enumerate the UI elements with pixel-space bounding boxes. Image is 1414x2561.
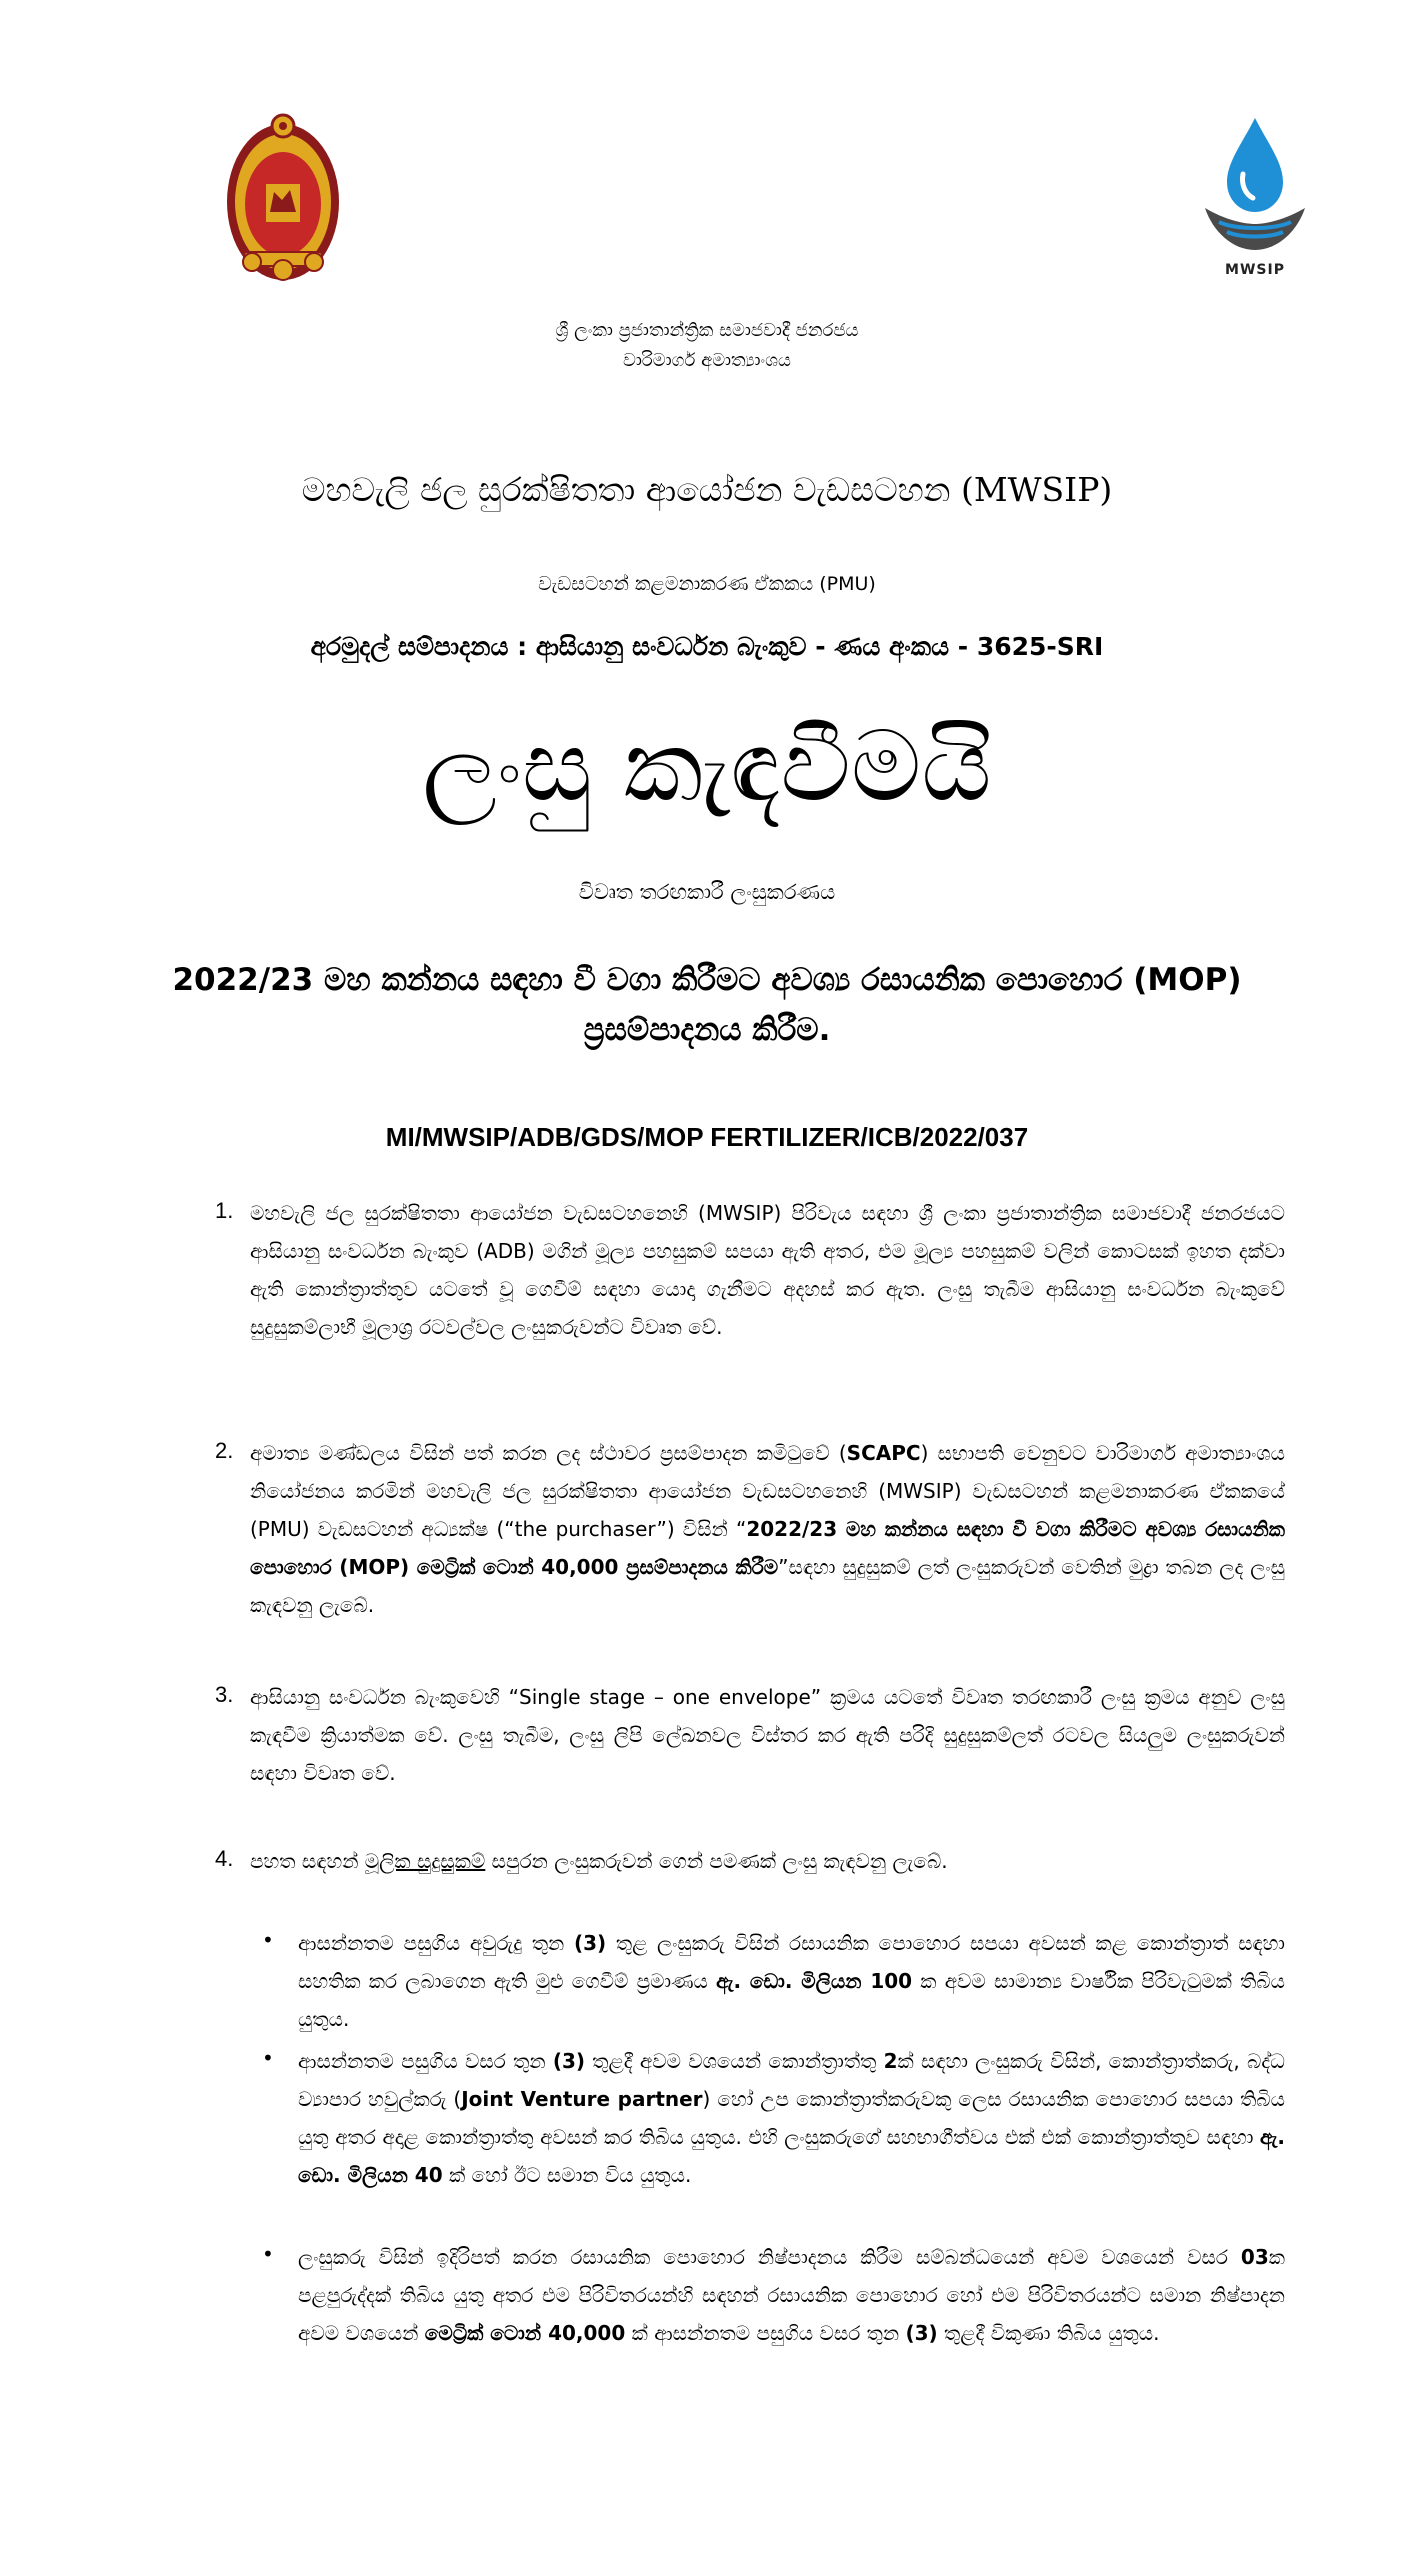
- pmu-label: වැඩසටහන් කළමනාකරණ ඒකකය (PMU): [538, 573, 876, 595]
- tender-subject-line1: 2022/23 මහ කන්නය සඳහා වී වගා කිරීමට අවශ්‍ය රසායනික පොහොර (MOP): [172, 962, 1242, 998]
- sri-lanka-emblem-icon: [222, 112, 344, 284]
- paragraph-4: පහත සඳහන් මූලික සුදුසුකම් සපුරන ලංසුකරුවන් ගෙන් පමණක් ලංසු කැඳවනු ලැබේ.: [250, 1849, 948, 1873]
- mwsip-logo-text: MWSIP: [1225, 262, 1285, 278]
- funding-line: අරමුදල් සම්පාදනය : ආසියානු සංවර්ධන බැංකුව - ණය අංකය - 3625-SRI: [310, 632, 1104, 661]
- paragraph-number: 2.: [215, 1438, 234, 1463]
- paragraph-number: 3.: [215, 1682, 234, 1707]
- paragraph-2: අමාත්‍ය මණ්ඩලය විසින් පත් කරන ලද ස්ථාවර ප්‍රසම්පාදන කමිටුවේ (SCAPC) සභාපති වෙනුවට වාරිමාර්ග අමාත්‍යාංශය නියෝජනය කරමින් මහවැලි ජල සුරක්ෂිතතා ආයෝජන වැඩසටහනෙහි (MWSIP) වැඩසටහන් කළමනාකරණ ඒකකයේ (PMU) වැඩසටහන් අධ්‍යක්ෂ (“the purchaser”) විසින් “2022/23 මහ කන්නය සඳහා වී වගා කිරීමට අවශ්‍ය රසායනික පොහොර (MOP) මෙට්‍රික් ටොන් 40,000 ප්‍රසම්පාදනය කිරීම”සඳහා සුදුසුකම් ලත් ලංසුකරුවන් වෙතින් මුද්‍රා තබන ලද ලංසු කැඳවනු ලැබේ.: [250, 1441, 1286, 1617]
- paragraph-number: 1.: [215, 1198, 234, 1223]
- bullet-item-3: ලංසුකරු විසින් ඉදිරිපත් කරන රසායනික පොහොර නිෂ්පාදනය කිරීම සම්බන්ධයෙන් අවම වශයෙන් වසර 03ක පළපුරුද්දක් තිබිය යුතු අතර එම පිරිවිතරයන්හි සඳහන් රසායනික පොහොර හෝ එම පිරිවිතරයන්ට සමාන නිෂ්පාදන අවම වශයෙන් මෙට්‍රික් ටොන් 40,000 ක් ආසන්නතම පසුගිය වසර තුන (3) තුළදී විකුණා තිබිය යුතුය.: [298, 2245, 1285, 2345]
- mwsip-logo: [1185, 112, 1325, 292]
- tender-subject: [0, 955, 1414, 1055]
- bullet-dot: •: [262, 2242, 274, 2266]
- paragraph-1: මහවැලි ජල සුරක්ෂිතතා ආයෝජන වැඩසටහනෙහි (MWSIP) පිරිවැය සඳහා ශ්‍රී ලංකා ප්‍රජාතාන්ත්‍රික සමාජවාදී ජනරජයට ආසියානු සංවර්ධන බැංකුව (ADB) මගින් මූල්‍ය පහසුකම් සපයා ඇති අතර, එම මූල්‍ය පහසුකම් වලින් කොටසක් ඉහත දක්වා ඇති කොන්ත්‍රාත්තුව යටතේ වූ ගෙවීම් සඳහා යොදා ගැනීමට අදහස් කර ඇත. ලංසු තැබීම ආසියානු සංවර්ධන බැංකුවේ සුදුසුකම්ලාභී මූලාශ්‍ර රටවල්වල ලංසුකරුවන්ට විවෘත වේ.: [250, 1201, 1285, 1339]
- government-name: ශ්‍රී ලංකා ප්‍රජාතාන්ත්‍රික සමාජවාදී ජනරජය: [555, 320, 859, 341]
- page-title: ලංසු කැඳවීමයි: [422, 710, 992, 824]
- paragraph-3: ආසියානු සංවර්ධන බැංකුවෙහි “Single stage – one envelope” ක්‍රමය යටතේ විවෘත තරඟකාරී ලංසු ක්‍රමය අනුව ලංසු කැඳවීම ක්‍රියාත්මක වේ. ලංසු තැබීම, ලංසු ලිපි ලේඛනවල විස්තර කර ඇති පරිදි සුදුසුකම්ලත් රටවල සියලුම ලංසුකරුවන් සඳහා විවෘත වේ.: [250, 1685, 1285, 1785]
- tender-reference: MI/MWSIP/ADB/GDS/MOP FERTILIZER/ICB/2022/037: [385, 1122, 1029, 1152]
- bullet-dot: •: [262, 2046, 274, 2070]
- tender-subject-line2: ප්‍රසම්පාදනය කිරීම.: [583, 1012, 831, 1048]
- bidding-method-label: විවෘත තරඟකාරී ලංසුකරණය: [578, 880, 836, 904]
- ministry-name: වාරිමාර්ග අමාත්‍යාංශය: [623, 350, 791, 371]
- bullet-item-1: ආසන්නතම පසුගිය අවුරුදු තුන (3) තුළ ලංසුකරු විසින් රසායනික පොහොර සපයා අවසන් කළ කොන්ත්‍රාත් සඳහා සහතික කර ලබාගෙන ඇති මුළු ගෙවීම් ප්‍රමාණය ඇ. ඩො. මිලියන 100 ක අවම සාමාන්‍ය වාර්ෂික පිරිවැටුමක් තිබිය යුතුය.: [298, 1931, 1285, 2031]
- project-title: මහවැලි ජල සුරක්ෂිතතා ආයෝජන වැඩසටහන (MWSIP): [301, 470, 1113, 509]
- bullet-dot: •: [262, 1928, 274, 1952]
- paragraph-number: 4.: [215, 1846, 234, 1871]
- bullet-item-2: ආසන්නතම පසුගිය වසර තුන (3) තුළදී අවම වශයෙන් කොන්ත්‍රාත්තු 2ක් සඳහා ලංසුකරු විසින්, කොන්ත්‍රාත්කරු, බද්ධ ව්‍යාපාර හවුල්කරු (Joint Venture partner) හෝ උප කොන්ත්‍රාත්කරුවකු ලෙස රසායනික පොහොර සපයා තිබිය යුතු අතර අදාළ කොන්ත්‍රාත්තු අවසන් කර තිබිය යුතුය. එහි ලංසුකරුගේ සහභාගීත්වය එක් එක් කොන්ත්‍රාත්තුව සඳහා ඇ. ඩො. මිලියන 40 ක් හෝ ඊට සමාන විය යුතුය.: [298, 2049, 1285, 2187]
- water-drop-hand-icon: [1185, 112, 1325, 262]
